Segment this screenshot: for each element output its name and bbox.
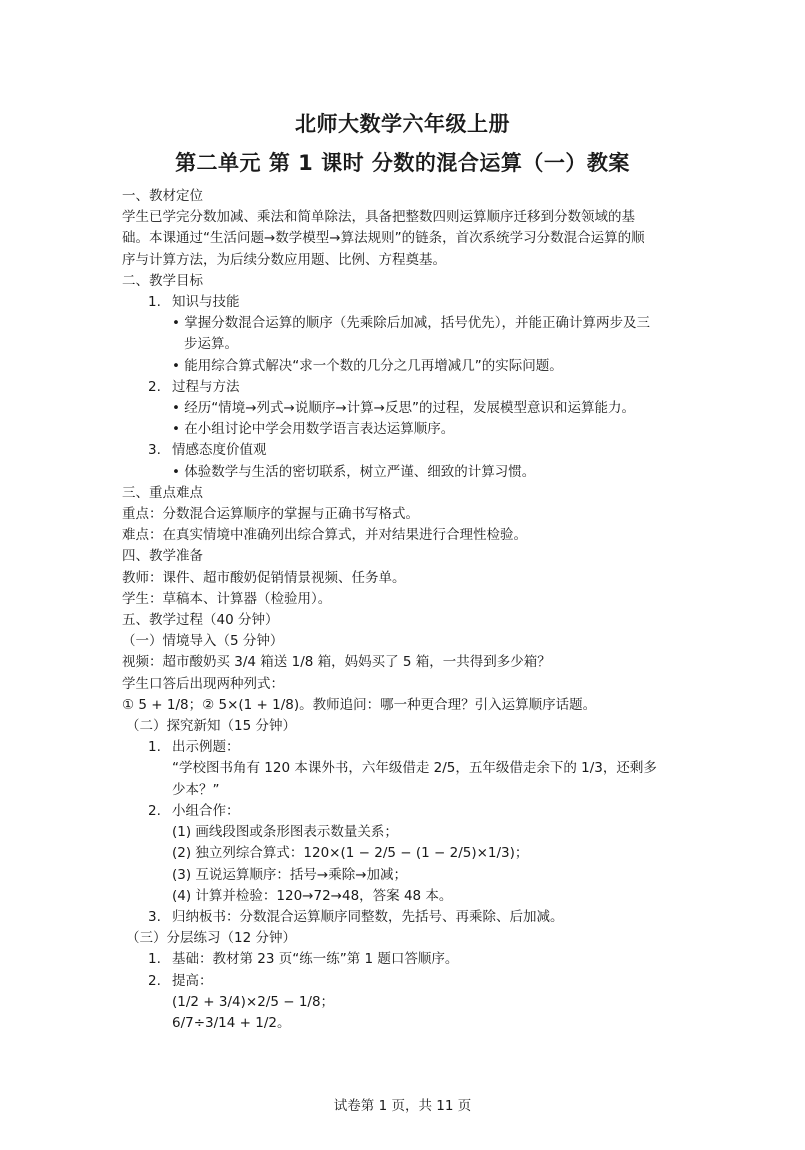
- numbered-item: [122, 737, 692, 758]
- paragraph-line: 视频：超市酸奶买 3/4 箱送 1/8 箱，妈妈买了 5 箱，一共得到多少箱？: [122, 654, 551, 671]
- paragraph-line: 序与计算方法，为后续分数应用题、比例、方程奠基。: [122, 251, 446, 268]
- document-body: [122, 186, 692, 1034]
- subsection-heading: （二）探究新知（15 分钟）: [126, 718, 296, 735]
- paragraph-line: ① 5 + 1/8；② 5×(1 + 1/8)。教师追问：哪一种更合理？引入运算顺序话题。: [122, 696, 597, 713]
- section-heading: 一、教材定位: [122, 188, 203, 204]
- item-label: 归纳板书：分数混合运算顺序同整数，先括号、再乘除、后加减。: [172, 908, 564, 925]
- item-label: 出示例题：: [172, 739, 240, 756]
- item-label: 过程与方法: [172, 378, 240, 395]
- section-heading: 三、重点难点: [122, 484, 203, 501]
- section-heading: 四、教学准备: [122, 548, 203, 565]
- subsection-heading: （三）分层练习（12 分钟）: [126, 930, 296, 947]
- item-number: 1.: [148, 951, 161, 968]
- item-number: 2.: [148, 378, 161, 395]
- document-title: 北师大数学六年级上册: [295, 112, 510, 136]
- numbered-item: [122, 440, 692, 461]
- item-label: 提高：: [172, 972, 213, 989]
- section-heading: 二、教学目标: [122, 272, 203, 289]
- item-number: 3.: [148, 442, 161, 459]
- item-number: 1.: [148, 739, 161, 756]
- paragraph-line: 学生口答后出现两种列式：: [122, 675, 284, 692]
- item-label: 小组合作：: [172, 802, 240, 819]
- bullet-item: • 在小组讨论中学会用数学语言表达运算顺序。: [172, 421, 455, 438]
- bullet-item: • 体验数学与生活的密切联系，树立严谨、细致的计算习惯。: [172, 463, 536, 480]
- numbered-item: [122, 377, 692, 398]
- difficult-point: 难点：在真实情境中准确列出综合算式，并对结果进行合理性检验。: [122, 527, 527, 544]
- paragraph-line: 学生已学完分数加减、乘法和简单除法，具备把整数四则运算顺序迁移到分数领域的基: [122, 209, 635, 226]
- sub-step: (1) 画线段图或条形图表示数量关系；: [172, 824, 398, 841]
- paragraph-line: 础。本课通过“生活问题→数学模型→算法规则”的链条，首次系统学习分数混合运算的顺: [122, 230, 645, 247]
- key-point: 重点：分数混合运算顺序的掌握与正确书写格式。: [122, 506, 419, 523]
- item-label: 基础：教材第 23 页“练一练”第 1 题口答顺序。: [172, 951, 459, 968]
- sub-step: (2) 独立列综合算式：120×(1 − 2/5 − (1 − 2/5)×1/3)；: [172, 845, 529, 862]
- item-label: 情感态度价值观: [172, 442, 267, 459]
- bullet-item: • 能用综合算式解决“求一个数的几分之几再增减几”的实际问题。: [172, 357, 563, 374]
- bullet-item-continued: 步运算。: [184, 336, 238, 353]
- section-heading: 五、教学过程（40 分钟）: [122, 612, 279, 629]
- page-footer: 试卷第 1 页，共 11 页: [333, 1098, 472, 1114]
- item-label: 知识与技能: [172, 294, 240, 311]
- example-question-line: 少本？”: [172, 781, 220, 798]
- item-number: 2.: [148, 802, 161, 819]
- student-prep: 学生：草稿本、计算器（检验用）。: [122, 590, 332, 607]
- sub-step: (3) 互说运算顺序：括号→乘除→加减；: [172, 866, 408, 883]
- teacher-prep: 教师：课件、超市酸奶促销情景视频、任务单。: [122, 569, 406, 586]
- numbered-item: [122, 971, 692, 992]
- sub-step: (4) 计算并检验：120→72→48，答案 48 本。: [172, 887, 453, 904]
- item-number: 1.: [148, 294, 161, 311]
- numbered-item: [122, 907, 692, 928]
- item-number: 3.: [148, 908, 161, 925]
- numbered-item: [122, 949, 692, 970]
- lesson-title: 第二单元 第 1 课时 分数的混合运算（一）教案: [175, 151, 630, 175]
- bullet-item: • 经历“情境→列式→说顺序→计算→反思”的过程，发展模型意识和运算能力。: [172, 400, 635, 417]
- practice-expression: 6/7÷3/14 + 1/2。: [172, 1014, 291, 1031]
- item-number: 2.: [148, 972, 161, 989]
- practice-expression: (1/2 + 3/4)×2/5 − 1/8；: [172, 993, 335, 1010]
- subsection-heading: （一）情境导入（5 分钟）: [122, 633, 284, 650]
- bullet-item: • 掌握分数混合运算的顺序（先乘除后加减，括号优先），并能正确计算两步及三: [172, 315, 651, 332]
- example-question-line: “学校图书角有 120 本课外书，六年级借走 2/5，五年级借走余下的 1/3，还剩多: [172, 760, 657, 777]
- numbered-item: [122, 801, 692, 822]
- numbered-item: [122, 292, 692, 313]
